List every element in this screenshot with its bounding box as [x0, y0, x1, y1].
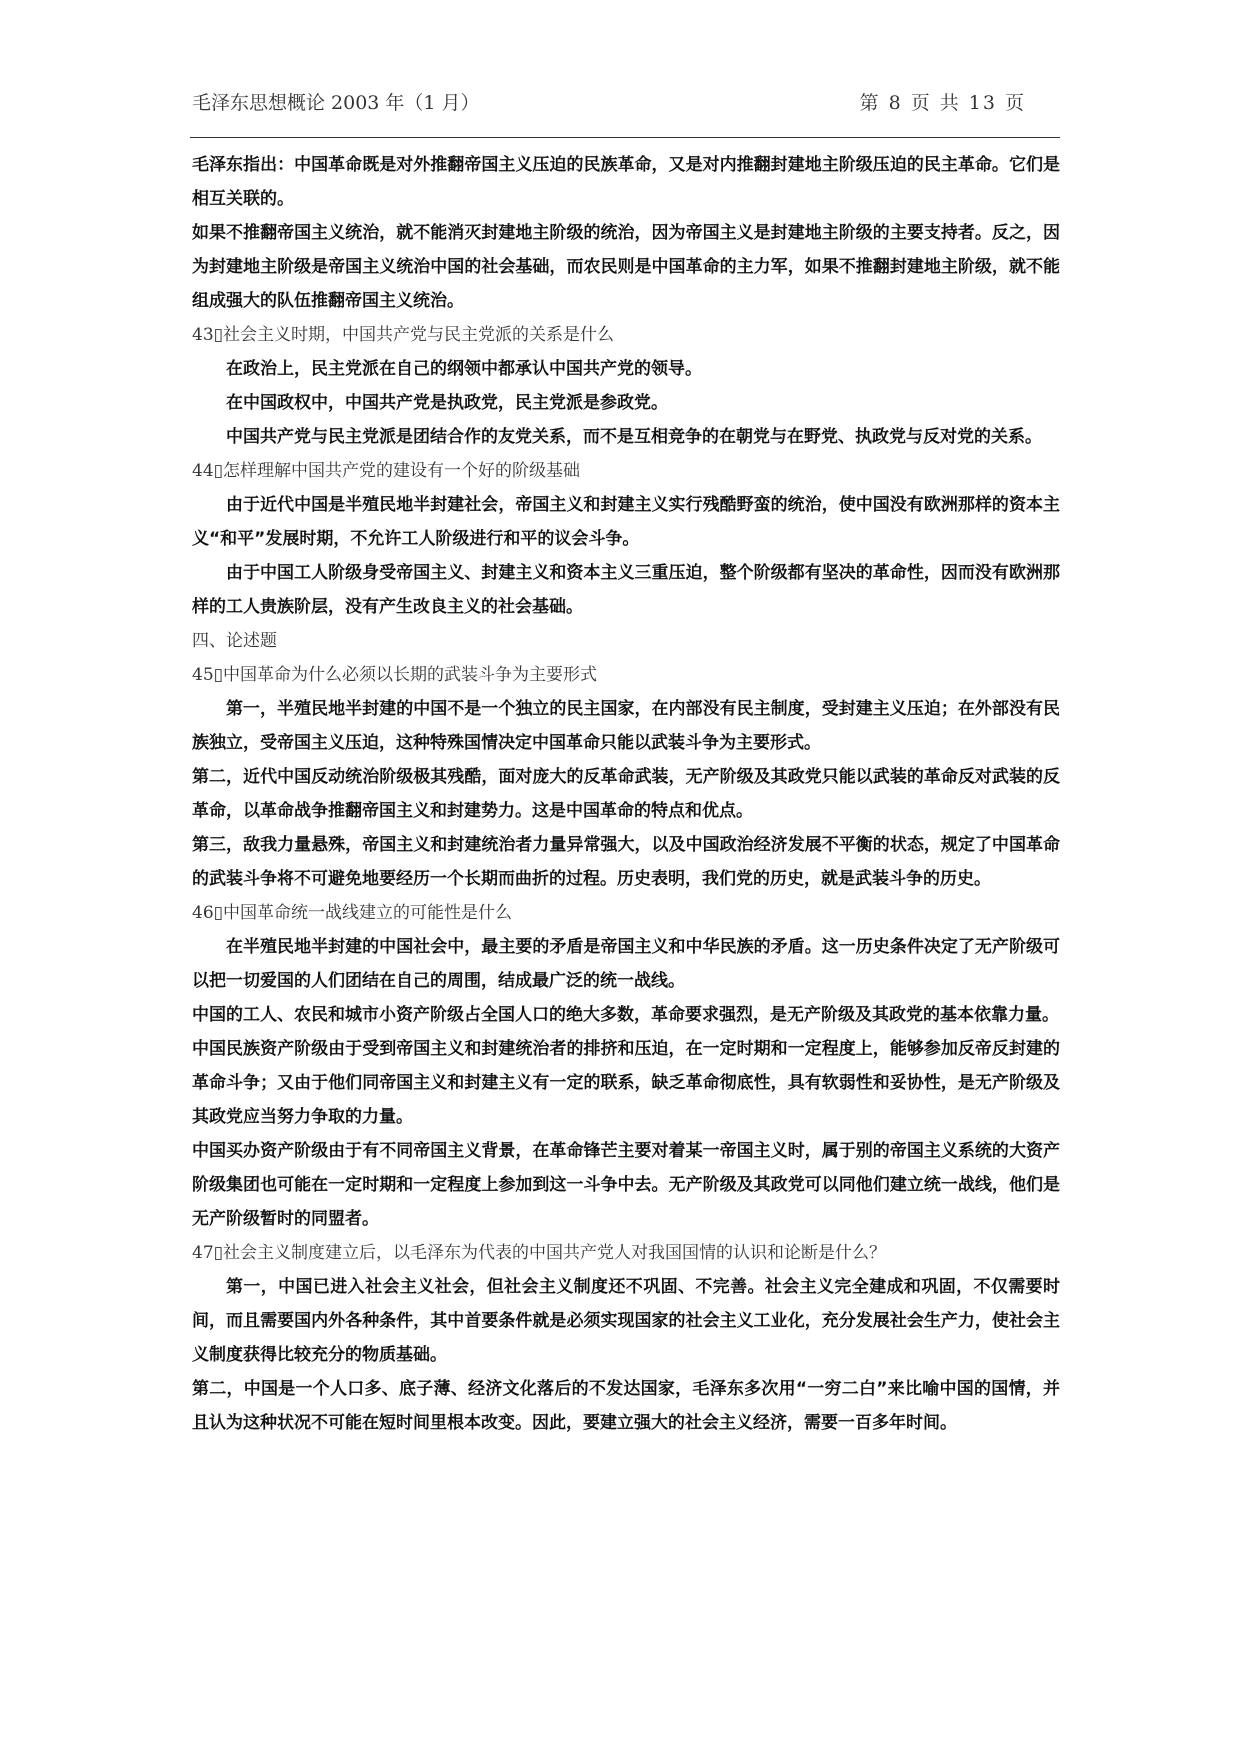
paragraph: 在政治上，民主党派在自己的纲领中都承认中国共产党的领导。: [226, 359, 702, 379]
paragraph: 由于中国工人阶级身受帝国主义、封建主义和资本主义三重压迫，整个阶级都有坚决的革命性，因而没有欧洲那样的工人贵族阶层，没有产生改良主义的社会基础。: [192, 563, 1060, 617]
header-title: 毛泽东思想概论 2003 年（1 月）: [192, 92, 480, 114]
question-heading: 43▯社会主义时期，中国共产党与民主党派的关系是什么: [192, 325, 614, 345]
header-rule: [190, 137, 1060, 138]
paragraph: 中国买办资产阶级由于有不同帝国主义背景，在革命锋芒主要对着某一帝国主义时，属于别的帝国主义系统的大资产阶级集团也可能在一定时期和一定程度上参加到这一斗争中去。无产阶级及其政党可以同他们建立统一战线，他们是无产阶级暂时的同盟者。: [192, 1141, 1060, 1229]
paragraph: 中国民族资产阶级由于受到帝国主义和封建统治者的排挤和压迫，在一定时期和一定程度上，能够参加反帝反封建的革命斗争；又由于他们同帝国主义和封建主义有一定的联系，缺乏革命彻底性，具有软弱性和妥协性，是无产阶级及其政党应当努力争取的力量。: [192, 1039, 1060, 1127]
paragraph: 第一，半殖民地半封建的中国不是一个独立的民主国家，在内部没有民主制度，受封建主义压迫；在外部没有民族独立，受帝国主义压迫，这种特殊国情决定中国革命只能以武装斗争为主要形式。: [192, 699, 1060, 753]
question-heading: 45▯中国革命为什么必须以长期的武装斗争为主要形式: [192, 665, 597, 685]
paragraph: 由于近代中国是半殖民地半封建社会，帝国主义和封建主义实行残酷野蛮的统治，使中国没有欧洲那样的资本主义“和平”发展时期，不允许工人阶级进行和平的议会斗争。: [192, 495, 1060, 549]
paragraph: 如果不推翻帝国主义统治，就不能消灭封建地主阶级的统治，因为帝国主义是封建地主阶级的主要支持者。反之，因为封建地主阶级是帝国主义统治中国的社会基础，而农民则是中国革命的主力军，如果不推翻封建地主阶级，就不能组成强大的队伍推翻帝国主义统治。: [192, 223, 1060, 311]
paragraph: 第二，中国是一个人口多、底子薄、经济文化落后的不发达国家，毛泽东多次用“一穷二白”来比喻中国的国情，并且认为这种状况不可能在短时间里根本改变。因此，要建立强大的社会主义经济，需要一百多年时间。: [192, 1379, 1060, 1433]
paragraph: 第三，敌我力量悬殊，帝国主义和封建统治者力量异常强大，以及中国政治经济发展不平衡的状态，规定了中国革命的武装斗争将不可避免地要经历一个长期而曲折的过程。历史表明，我们党的历史，就是武装斗争的历史。: [192, 835, 1060, 889]
question-heading: 44▯怎样理解中国共产党的建设有一个好的阶级基础: [192, 461, 580, 481]
paragraph: 毛泽东指出：中国革命既是对外推翻帝国主义压迫的民族革命，又是对内推翻封建地主阶级压迫的民主革命。它们是相互关联的。: [192, 155, 1060, 209]
section-heading: 四、论述题: [192, 631, 277, 651]
paragraph: 中国共产党与民主党派是团结合作的友党关系，而不是互相竞争的在朝党与在野党、执政党与反对党的关系。: [226, 427, 1042, 447]
paragraph: 第二，近代中国反动统治阶级极其残酷，面对庞大的反革命武装，无产阶级及其政党只能以武装的革命反对武装的反革命，以革命战争推翻帝国主义和封建势力。这是中国革命的特点和优点。: [192, 767, 1060, 821]
question-heading: 46▯中国革命统一战线建立的可能性是什么: [192, 903, 512, 923]
document-body: [192, 148, 1060, 1440]
header-page-info: 第 8 页 共 13 页: [859, 92, 1026, 114]
paragraph: 第一，中国已进入社会主义社会，但社会主义制度还不巩固、不完善。社会主义完全建成和巩固，不仅需要时间，而且需要国内外各种条件，其中首要条件就是必须实现国家的社会主义工业化，充分发展社会生产力，使社会主义制度获得比较充分的物质基础。: [192, 1277, 1060, 1365]
question-heading: 47▯社会主义制度建立后，以毛泽东为代表的中国共产党人对我国国情的认识和论断是什么？: [192, 1243, 886, 1263]
paragraph: 在中国政权中，中国共产党是执政党，民主党派是参政党。: [226, 393, 668, 413]
page-header: [192, 88, 1060, 118]
paragraph: 中国的工人、农民和城市小资产阶级占全国人口的绝大多数，革命要求强烈，是无产阶级及其政党的基本依靠力量。: [192, 1005, 1059, 1025]
paragraph: 在半殖民地半封建的中国社会中，最主要的矛盾是帝国主义和中华民族的矛盾。这一历史条件决定了无产阶级可以把一切爱国的人们团结在自己的周围，结成最广泛的统一战线。: [192, 937, 1060, 991]
